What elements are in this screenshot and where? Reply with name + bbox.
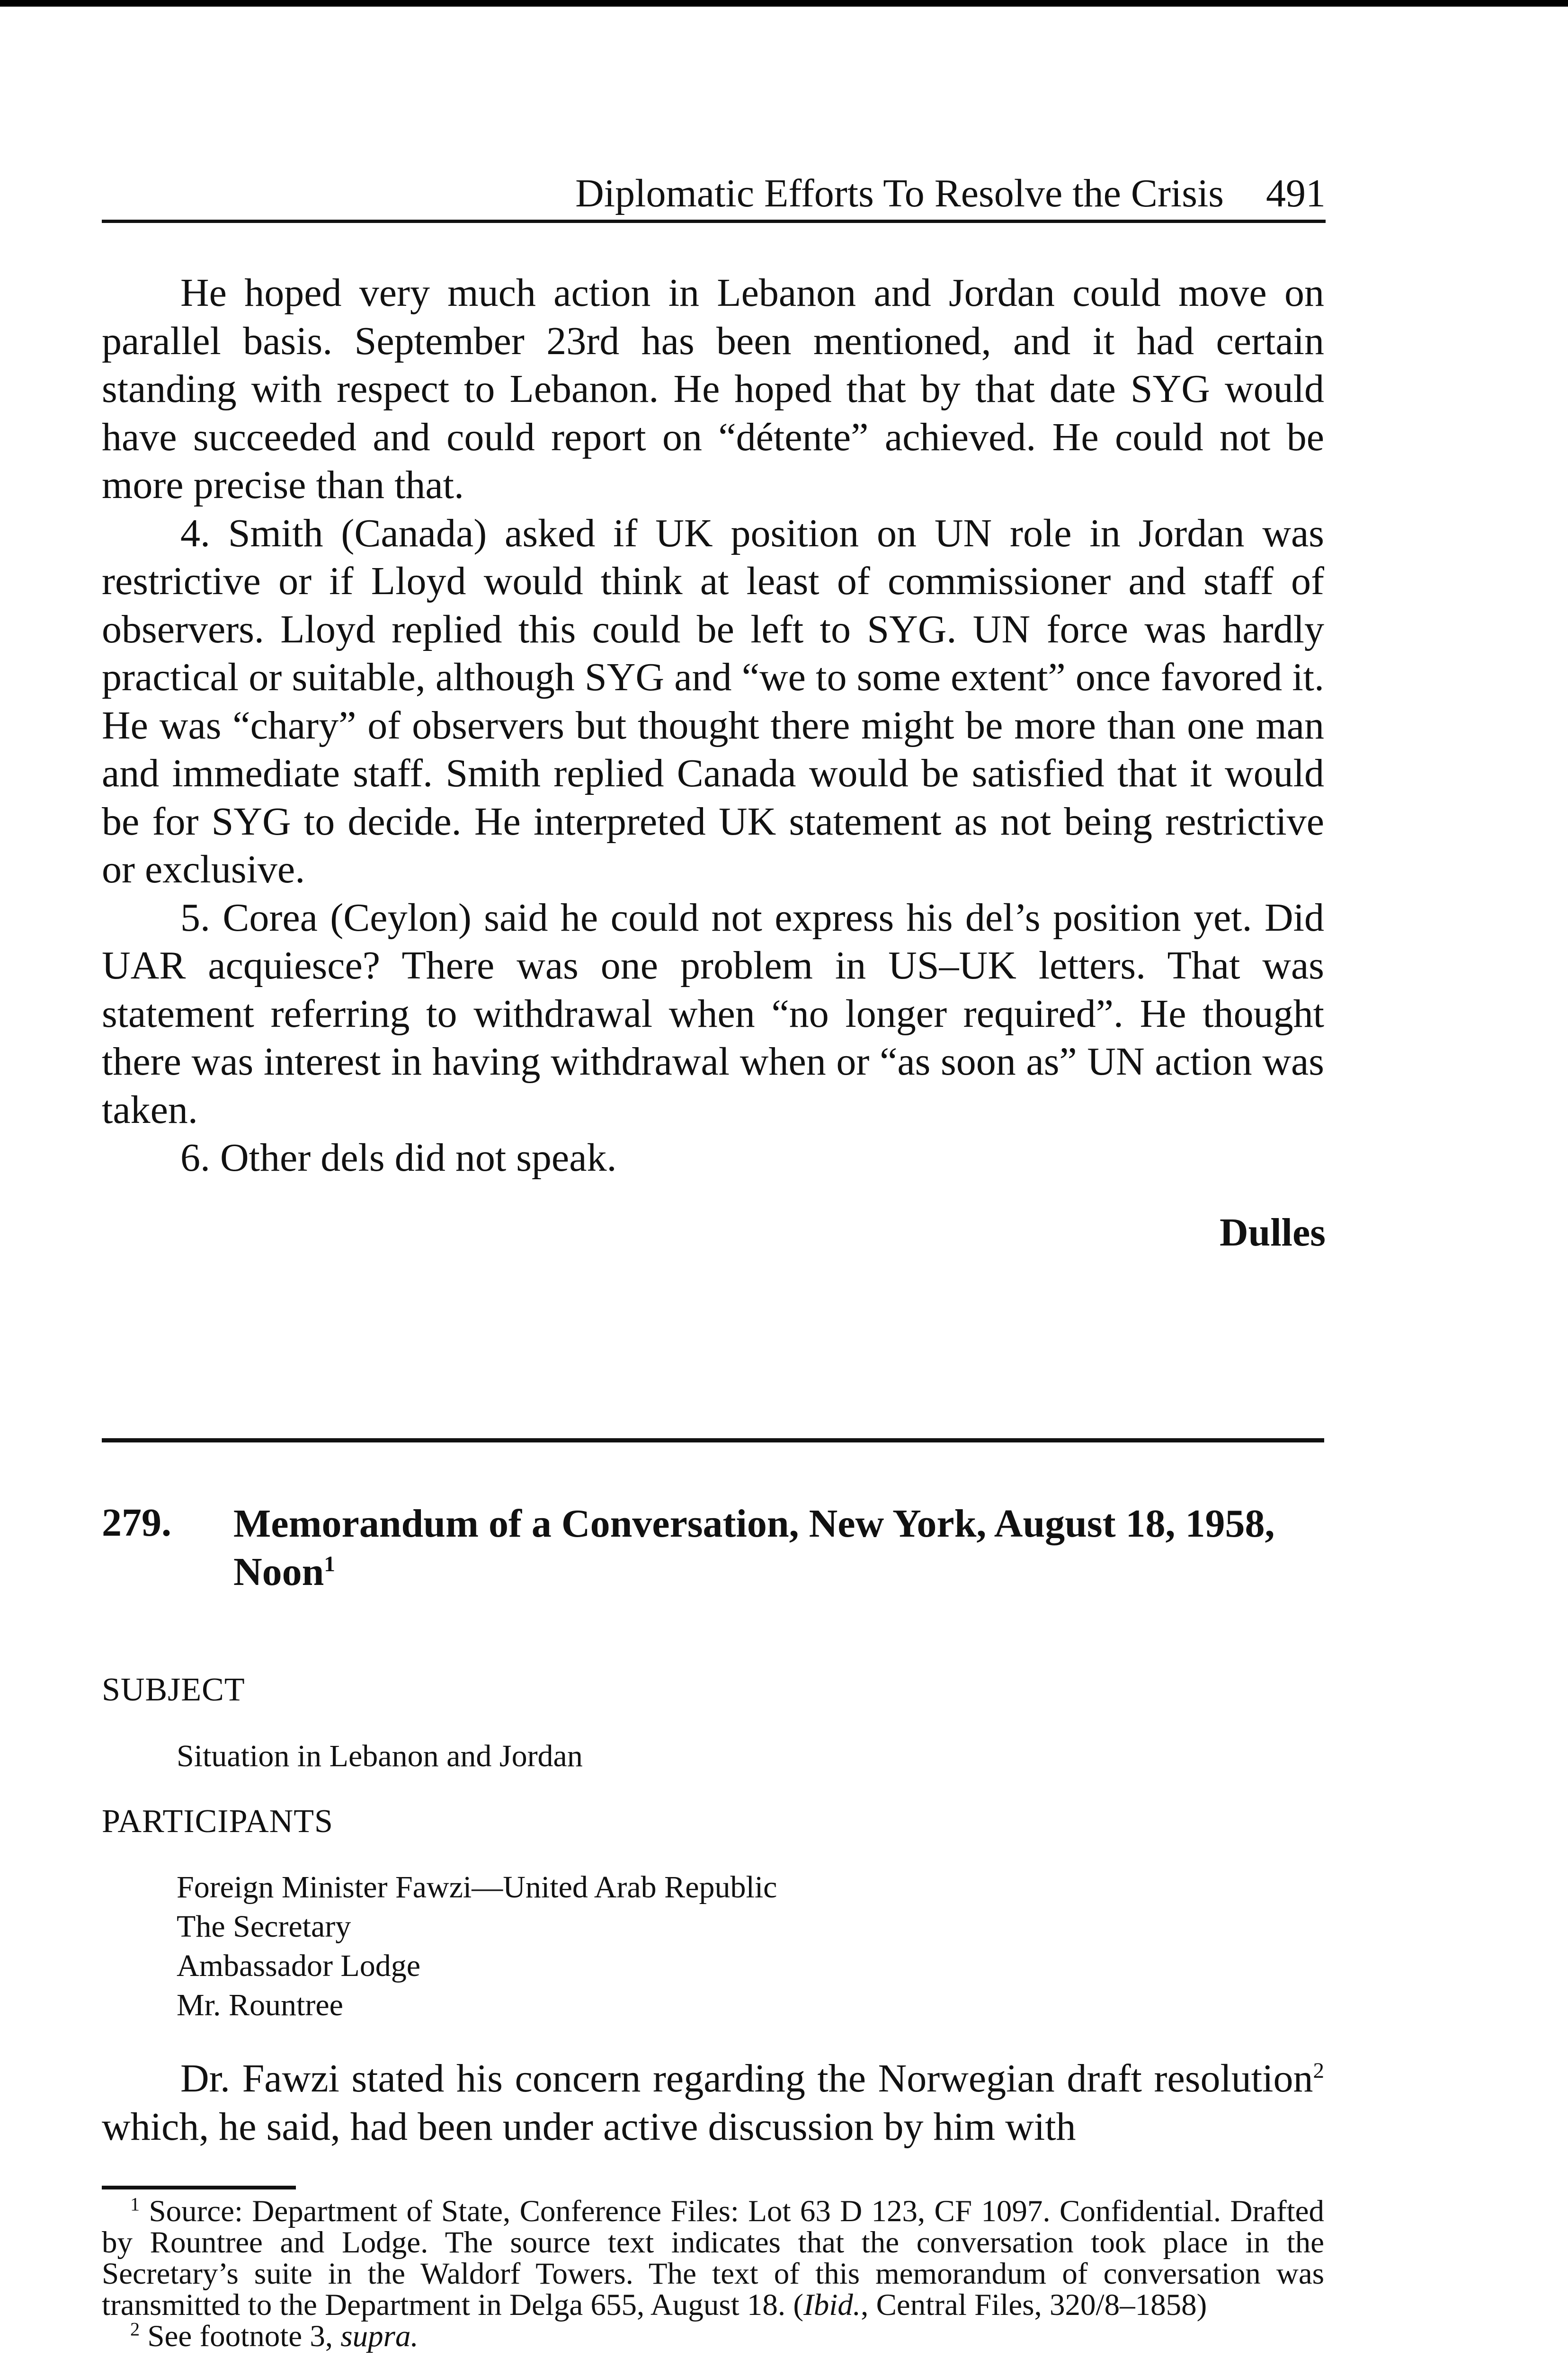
- section-divider: [102, 1438, 1324, 1442]
- subject-label: SUBJECT: [102, 1672, 245, 1708]
- running-header-title: Diplomatic Efforts To Resolve the Crisis: [575, 171, 1224, 215]
- document-title: [233, 1500, 1322, 1596]
- signature: Dulles: [1219, 1210, 1326, 1255]
- paragraph-text: which, he said, had been under active discussion by him with: [102, 2104, 1076, 2149]
- memorandum-text: [102, 2055, 1324, 2151]
- footnote-italic: supra.: [340, 2319, 419, 2353]
- paragraph: 6. Other dels did not speak.: [180, 1136, 617, 1180]
- footnotes: [102, 2193, 1324, 2353]
- paragraph-text: Dr. Fawzi stated his concern regarding the Norwegian draft resolution: [180, 2056, 1313, 2100]
- paragraph: He hoped very much action in Lebanon and Jordan could move on parallel basis. September 23rd has been mentioned, and it had certain standing with respect to Lebanon. He hoped that by that date SYG would have succeeded and could report on “détente” achieved. He could not be more precise than that.: [102, 271, 1324, 507]
- participant: The Secretary: [177, 1909, 351, 1944]
- participants-list: [177, 1868, 777, 2025]
- participant: Ambassador Lodge: [177, 1949, 421, 1983]
- footnote-text: See footnote 3,: [140, 2319, 341, 2353]
- footnote-marker: 1: [130, 2193, 140, 2215]
- running-header: [102, 167, 1326, 223]
- paragraph: [102, 2055, 1324, 2151]
- footnote-divider: [102, 2186, 296, 2189]
- participant: Foreign Minister Fawzi—United Arab Republic: [177, 1870, 777, 1904]
- footnote-ref: 1: [324, 1552, 335, 1576]
- subject-value: [177, 1736, 583, 1776]
- footnote: [102, 2318, 1324, 2353]
- page-top-edge: [0, 0, 1568, 7]
- paragraph: 4. Smith (Canada) asked if UK position on UN role in Jordan was restrictive or if Lloyd would think at least of commissioner and staff of observers. Lloyd replied this could be left to SYG. UN force was hardly practical or suitable, although SYG and “we to some extent” once favored it. He was “chary” of observers but thought there might be more than one man and immediate staff. Smith replied Canada would be satisfied that it would be for SYG to decide. He interpreted UK statement as not being restrictive or exclusive.: [102, 511, 1324, 891]
- document-number: 279.: [102, 1501, 171, 1545]
- page-number: 491: [1266, 171, 1326, 215]
- document-title-text: Memorandum of a Conversation, New York, August 18, 1958, Noon: [233, 1502, 1275, 1594]
- continued-telegram-text: [102, 269, 1324, 1182]
- footnote-text: , Central Files, 320/8–1858): [861, 2288, 1207, 2322]
- participants-label: PARTICIPANTS: [102, 1803, 333, 1840]
- participant: Mr. Rountree: [177, 1988, 343, 2022]
- footnote: [102, 2193, 1324, 2322]
- footnote-ref: 2: [1313, 2058, 1324, 2083]
- subject-text: Situation in Lebanon and Jordan: [177, 1739, 583, 1773]
- footnote-italic: Ibid.: [803, 2288, 861, 2322]
- footnote-text: Source: Department of State, Conference Files: Lot 63 D 123, CF 1097. Confidential. Drafted by Rountree and Lodge. The source text indicates that the conversation took place in the Secretary’s suite in the Waldorf Towers. The text of this memorandum of conversation was transmitted to the Department in Delga 655, August 18. (: [102, 2194, 1324, 2322]
- footnote-marker: 2: [130, 2318, 140, 2340]
- paragraph: 5. Corea (Ceylon) said he could not express his del’s position yet. Did UAR acquiesce? There was one problem in US–UK letters. That was statement referring to withdrawal when “no longer required”. He thought there was interest in having withdrawal when or “as soon as” UN action was taken.: [102, 895, 1324, 1132]
